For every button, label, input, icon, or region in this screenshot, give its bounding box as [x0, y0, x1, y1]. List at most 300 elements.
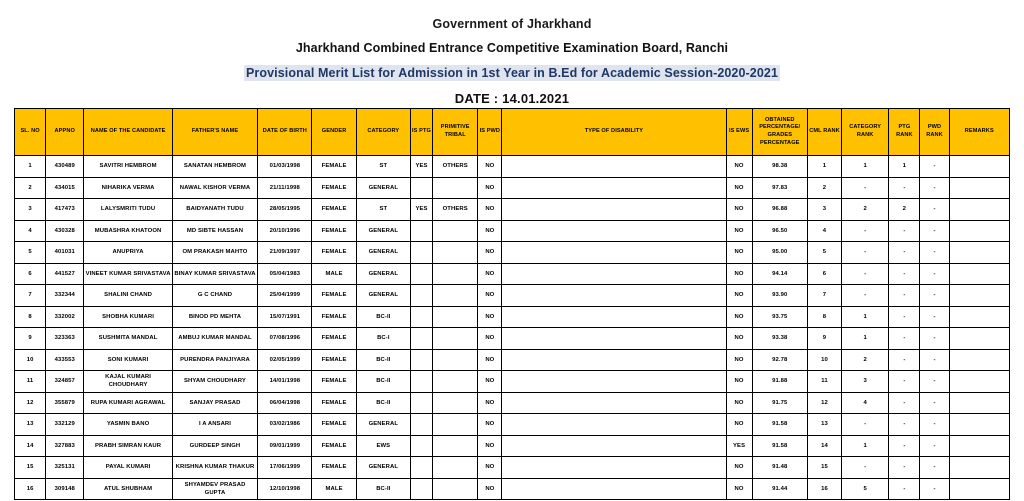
cell-is-ews: NO	[726, 263, 752, 285]
cell-remarks	[949, 478, 1009, 500]
cell-obtained-percentage: 91.44	[752, 478, 807, 500]
cell-cml-rank: 4	[807, 220, 841, 242]
cell-cml-rank: 14	[807, 435, 841, 457]
cell-category-rank: 1	[842, 328, 889, 350]
cell-dob: 03/02/1986	[258, 414, 312, 436]
cell-gender: FEMALE	[312, 199, 356, 221]
cell-is-ptg	[410, 242, 432, 264]
cell-cml-rank: 5	[807, 242, 841, 264]
cell-appno: 323363	[46, 328, 84, 350]
cell-father-name: NAWAL KISHOR VERMA	[172, 177, 257, 199]
cell-cml-rank: 15	[807, 457, 841, 479]
cell-cml-rank: 13	[807, 414, 841, 436]
cell-remarks	[949, 392, 1009, 414]
cell-remarks	[949, 349, 1009, 371]
document-header	[0, 0, 1024, 106]
cell-cml-rank: 2	[807, 177, 841, 199]
cell-appno: 430328	[46, 220, 84, 242]
cell-ptg-rank: -	[889, 285, 920, 307]
cell-cml-rank: 10	[807, 349, 841, 371]
cell-father-name: OM PRAKASH MAHTO	[172, 242, 257, 264]
cell-category-rank: 1	[842, 435, 889, 457]
cell-sl-no: 13	[15, 414, 46, 436]
cell-category-rank: -	[842, 177, 889, 199]
cell-appno: 430489	[46, 156, 84, 178]
cell-type-of-disability	[502, 177, 726, 199]
cell-cml-rank: 12	[807, 392, 841, 414]
cell-gender: FEMALE	[312, 349, 356, 371]
merit-table	[14, 108, 1010, 500]
cell-is-ptg: YES	[410, 156, 432, 178]
cell-pwd-rank: -	[920, 478, 949, 500]
cell-candidate-name: SUSHMITA MANDAL	[84, 328, 172, 350]
cell-father-name: SHYAM CHOUDHARY	[172, 371, 257, 393]
cell-candidate-name: SHOBHA KUMARI	[84, 306, 172, 328]
cell-gender: FEMALE	[312, 414, 356, 436]
cell-primitive-tribal	[433, 242, 478, 264]
cell-type-of-disability	[502, 349, 726, 371]
cell-cml-rank: 6	[807, 263, 841, 285]
cell-is-pwd: NO	[478, 435, 502, 457]
cell-type-of-disability	[502, 199, 726, 221]
cell-type-of-disability	[502, 263, 726, 285]
cell-candidate-name: LALYSMRITI TUDU	[84, 199, 172, 221]
cell-candidate-name: NIHARIKA VERMA	[84, 177, 172, 199]
cell-father-name: SANJAY PRASAD	[172, 392, 257, 414]
header-row	[15, 109, 1010, 156]
cell-obtained-percentage: 91.48	[752, 457, 807, 479]
cell-cml-rank: 7	[807, 285, 841, 307]
cell-is-ptg	[410, 371, 432, 393]
cell-candidate-name: RUPA KUMARI AGRAWAL	[84, 392, 172, 414]
cell-ptg-rank: -	[889, 242, 920, 264]
cell-candidate-name: PRABH SIMRAN KAUR	[84, 435, 172, 457]
cell-type-of-disability	[502, 435, 726, 457]
table-row	[15, 306, 1010, 328]
cell-category-rank: 4	[842, 392, 889, 414]
cell-obtained-percentage: 91.75	[752, 392, 807, 414]
cell-father-name: SHYAMDEV PRASAD GUPTA	[172, 478, 257, 500]
cell-remarks	[949, 328, 1009, 350]
cell-remarks	[949, 306, 1009, 328]
cell-primitive-tribal	[433, 435, 478, 457]
merit-table-container	[14, 108, 1010, 500]
col-header-remarks: REMARKS	[949, 109, 1009, 156]
cell-primitive-tribal: OTHERS	[433, 156, 478, 178]
col-header-appno: APPNO	[46, 109, 84, 156]
cell-father-name: BAIDYANATH TUDU	[172, 199, 257, 221]
cell-cml-rank: 9	[807, 328, 841, 350]
cell-remarks	[949, 199, 1009, 221]
col-header-category-rank: CATEGORY RANK	[842, 109, 889, 156]
cell-obtained-percentage: 98.38	[752, 156, 807, 178]
cell-father-name: I A ANSARI	[172, 414, 257, 436]
cell-dob: 14/01/1998	[258, 371, 312, 393]
cell-obtained-percentage: 93.75	[752, 306, 807, 328]
cell-category-rank: -	[842, 457, 889, 479]
cell-obtained-percentage: 95.00	[752, 242, 807, 264]
cell-candidate-name: PAYAL KUMARI	[84, 457, 172, 479]
cell-gender: FEMALE	[312, 285, 356, 307]
cell-type-of-disability	[502, 306, 726, 328]
cell-cml-rank: 11	[807, 371, 841, 393]
cell-category: GENERAL	[356, 414, 410, 436]
cell-ptg-rank: -	[889, 328, 920, 350]
col-header-father-name: FATHER'S NAME	[172, 109, 257, 156]
cell-type-of-disability	[502, 414, 726, 436]
cell-candidate-name: YASMIN BANO	[84, 414, 172, 436]
cell-category-rank: 2	[842, 349, 889, 371]
cell-is-pwd: NO	[478, 285, 502, 307]
cell-obtained-percentage: 91.88	[752, 371, 807, 393]
col-header-dob: DATE OF BIRTH	[258, 109, 312, 156]
cell-obtained-percentage: 91.58	[752, 414, 807, 436]
cell-gender: FEMALE	[312, 177, 356, 199]
cell-sl-no: 2	[15, 177, 46, 199]
table-row	[15, 478, 1010, 500]
cell-ptg-rank: -	[889, 457, 920, 479]
cell-cml-rank: 3	[807, 199, 841, 221]
cell-is-ews: NO	[726, 199, 752, 221]
cell-sl-no: 7	[15, 285, 46, 307]
cell-father-name: BINAY KUMAR SRIVASTAVA	[172, 263, 257, 285]
cell-type-of-disability	[502, 371, 726, 393]
cell-ptg-rank: -	[889, 263, 920, 285]
cell-is-ews: NO	[726, 306, 752, 328]
cell-dob: 20/10/1996	[258, 220, 312, 242]
cell-pwd-rank: -	[920, 242, 949, 264]
cell-appno: 332129	[46, 414, 84, 436]
cell-is-ews: NO	[726, 478, 752, 500]
cell-appno: 327883	[46, 435, 84, 457]
cell-appno: 332344	[46, 285, 84, 307]
cell-dob: 07/08/1996	[258, 328, 312, 350]
cell-appno: 355879	[46, 392, 84, 414]
cell-dob: 02/05/1999	[258, 349, 312, 371]
cell-candidate-name: KAJAL KUMARI CHOUDHARY	[84, 371, 172, 393]
cell-category: GENERAL	[356, 285, 410, 307]
cell-remarks	[949, 263, 1009, 285]
cell-dob: 28/05/1995	[258, 199, 312, 221]
cell-ptg-rank: -	[889, 220, 920, 242]
table-row	[15, 435, 1010, 457]
cell-father-name: GURDEEP SINGH	[172, 435, 257, 457]
cell-type-of-disability	[502, 220, 726, 242]
cell-is-ptg	[410, 306, 432, 328]
cell-category-rank: -	[842, 220, 889, 242]
cell-dob: 06/04/1998	[258, 392, 312, 414]
cell-dob: 21/09/1997	[258, 242, 312, 264]
cell-gender: MALE	[312, 478, 356, 500]
cell-ptg-rank: 1	[889, 156, 920, 178]
cell-ptg-rank: -	[889, 349, 920, 371]
cell-appno: 433553	[46, 349, 84, 371]
table-row	[15, 242, 1010, 264]
cell-ptg-rank: -	[889, 392, 920, 414]
cell-remarks	[949, 285, 1009, 307]
cell-category: BC-II	[356, 306, 410, 328]
cell-obtained-percentage: 94.14	[752, 263, 807, 285]
cell-category: GENERAL	[356, 242, 410, 264]
cell-remarks	[949, 457, 1009, 479]
cell-ptg-rank: 2	[889, 199, 920, 221]
cell-candidate-name: SONI KUMARI	[84, 349, 172, 371]
cell-is-ews: NO	[726, 285, 752, 307]
cell-category: ST	[356, 156, 410, 178]
cell-pwd-rank: -	[920, 457, 949, 479]
cell-sl-no: 6	[15, 263, 46, 285]
cell-gender: FEMALE	[312, 156, 356, 178]
col-header-pwd-rank: PWD RANK	[920, 109, 949, 156]
cell-gender: FEMALE	[312, 457, 356, 479]
cell-category: GENERAL	[356, 457, 410, 479]
cell-ptg-rank: -	[889, 435, 920, 457]
cell-primitive-tribal	[433, 478, 478, 500]
cell-category: EWS	[356, 435, 410, 457]
cell-father-name: G C CHAND	[172, 285, 257, 307]
cell-obtained-percentage: 96.50	[752, 220, 807, 242]
government-title: Government of Jharkhand	[432, 17, 592, 31]
cell-type-of-disability	[502, 478, 726, 500]
cell-is-ews: NO	[726, 242, 752, 264]
cell-gender: FEMALE	[312, 371, 356, 393]
cell-is-ews: NO	[726, 156, 752, 178]
table-row	[15, 349, 1010, 371]
cell-primitive-tribal	[433, 457, 478, 479]
cell-is-pwd: NO	[478, 177, 502, 199]
cell-ptg-rank: -	[889, 478, 920, 500]
cell-pwd-rank: -	[920, 285, 949, 307]
cell-cml-rank: 16	[807, 478, 841, 500]
table-row	[15, 392, 1010, 414]
cell-remarks	[949, 371, 1009, 393]
cell-category-rank: 5	[842, 478, 889, 500]
cell-pwd-rank: -	[920, 414, 949, 436]
table-row	[15, 414, 1010, 436]
cell-is-ptg	[410, 220, 432, 242]
cell-type-of-disability	[502, 285, 726, 307]
merit-table-body	[15, 156, 1010, 500]
cell-pwd-rank: -	[920, 263, 949, 285]
table-row	[15, 263, 1010, 285]
col-header-is-ews: IS EWS	[726, 109, 752, 156]
cell-is-pwd: NO	[478, 371, 502, 393]
cell-remarks	[949, 435, 1009, 457]
cell-pwd-rank: -	[920, 306, 949, 328]
cell-category: BC-II	[356, 371, 410, 393]
cell-is-ptg	[410, 435, 432, 457]
cell-obtained-percentage: 91.58	[752, 435, 807, 457]
cell-type-of-disability	[502, 457, 726, 479]
cell-appno: 324857	[46, 371, 84, 393]
cell-is-ptg	[410, 177, 432, 199]
cell-is-ptg	[410, 263, 432, 285]
cell-sl-no: 10	[15, 349, 46, 371]
merit-table-head	[15, 109, 1010, 156]
cell-father-name: MD SIBTE HASSAN	[172, 220, 257, 242]
cell-category: BC-II	[356, 392, 410, 414]
cell-sl-no: 16	[15, 478, 46, 500]
cell-dob: 17/06/1999	[258, 457, 312, 479]
cell-father-name: BINOD PD MEHTA	[172, 306, 257, 328]
cell-gender: FEMALE	[312, 306, 356, 328]
cell-primitive-tribal	[433, 263, 478, 285]
cell-category-rank: -	[842, 414, 889, 436]
cell-is-pwd: NO	[478, 263, 502, 285]
cell-remarks	[949, 242, 1009, 264]
cell-pwd-rank: -	[920, 435, 949, 457]
cell-remarks	[949, 220, 1009, 242]
cell-father-name: PURENDRA PANJIYARA	[172, 349, 257, 371]
cell-is-pwd: NO	[478, 199, 502, 221]
table-row	[15, 457, 1010, 479]
cell-sl-no: 1	[15, 156, 46, 178]
cell-is-ptg	[410, 414, 432, 436]
cell-pwd-rank: -	[920, 156, 949, 178]
table-row	[15, 156, 1010, 178]
merit-list-title-wrap	[0, 65, 1024, 81]
cell-appno: 332002	[46, 306, 84, 328]
cell-primitive-tribal	[433, 177, 478, 199]
col-header-obtained-percentage: OBTAINED PERCENTAGE/ GRADES PERCENTAGE	[752, 109, 807, 156]
cell-candidate-name: ATUL SHUBHAM	[84, 478, 172, 500]
cell-sl-no: 14	[15, 435, 46, 457]
cell-is-ews: NO	[726, 392, 752, 414]
col-header-gender: GENDER	[312, 109, 356, 156]
cell-pwd-rank: -	[920, 220, 949, 242]
table-row	[15, 220, 1010, 242]
col-header-name: NAME OF THE CANDIDATE	[84, 109, 172, 156]
col-header-ptg-rank: PTG RANK	[889, 109, 920, 156]
cell-is-ptg	[410, 328, 432, 350]
cell-is-pwd: NO	[478, 306, 502, 328]
cell-dob: 12/10/1998	[258, 478, 312, 500]
cell-is-ews: NO	[726, 220, 752, 242]
col-header-primitive-tribal: PRIMITIVE TRIBAL	[433, 109, 478, 156]
cell-dob: 25/04/1999	[258, 285, 312, 307]
cell-pwd-rank: -	[920, 177, 949, 199]
table-row	[15, 177, 1010, 199]
cell-category: ST	[356, 199, 410, 221]
cell-ptg-rank: -	[889, 371, 920, 393]
cell-sl-no: 11	[15, 371, 46, 393]
col-header-is-pwd: IS PWD	[478, 109, 502, 156]
cell-obtained-percentage: 96.88	[752, 199, 807, 221]
cell-is-ews: NO	[726, 177, 752, 199]
cell-candidate-name: SHALINI CHAND	[84, 285, 172, 307]
cell-obtained-percentage: 93.90	[752, 285, 807, 307]
table-row	[15, 328, 1010, 350]
cell-category-rank: -	[842, 242, 889, 264]
cell-sl-no: 12	[15, 392, 46, 414]
cell-cml-rank: 1	[807, 156, 841, 178]
cell-is-pwd: NO	[478, 328, 502, 350]
cell-obtained-percentage: 92.78	[752, 349, 807, 371]
cell-appno: 434015	[46, 177, 84, 199]
cell-gender: FEMALE	[312, 392, 356, 414]
cell-type-of-disability	[502, 242, 726, 264]
cell-primitive-tribal	[433, 328, 478, 350]
cell-dob: 01/03/1998	[258, 156, 312, 178]
cell-candidate-name: MUBASHRA KHATOON	[84, 220, 172, 242]
cell-pwd-rank: -	[920, 349, 949, 371]
cell-ptg-rank: -	[889, 414, 920, 436]
cell-category-rank: 3	[842, 371, 889, 393]
cell-appno: 417473	[46, 199, 84, 221]
cell-primitive-tribal	[433, 285, 478, 307]
cell-sl-no: 15	[15, 457, 46, 479]
cell-is-ptg	[410, 392, 432, 414]
cell-is-ptg: YES	[410, 199, 432, 221]
cell-category-rank: 1	[842, 306, 889, 328]
cell-type-of-disability	[502, 392, 726, 414]
cell-category: GENERAL	[356, 220, 410, 242]
cell-remarks	[949, 177, 1009, 199]
cell-pwd-rank: -	[920, 199, 949, 221]
cell-category-rank: 2	[842, 199, 889, 221]
col-header-is-ptg: IS PTG	[410, 109, 432, 156]
cell-is-ews: YES	[726, 435, 752, 457]
cell-primitive-tribal	[433, 371, 478, 393]
cell-is-ptg	[410, 478, 432, 500]
cell-father-name: SANATAN HEMBROM	[172, 156, 257, 178]
cell-sl-no: 5	[15, 242, 46, 264]
cell-sl-no: 3	[15, 199, 46, 221]
merit-list-title: Provisional Merit List for Admission in 1st Year in B.Ed for Academic Session-2020-2021	[245, 66, 779, 80]
cell-gender: FEMALE	[312, 328, 356, 350]
cell-father-name: AMBUJ KUMAR MANDAL	[172, 328, 257, 350]
cell-is-ews: NO	[726, 349, 752, 371]
document-date: DATE : 14.01.2021	[454, 91, 570, 106]
cell-primitive-tribal	[433, 414, 478, 436]
cell-appno: 401031	[46, 242, 84, 264]
col-header-sl-no: SL. NO	[15, 109, 46, 156]
cell-appno: 441527	[46, 263, 84, 285]
cell-sl-no: 4	[15, 220, 46, 242]
cell-ptg-rank: -	[889, 177, 920, 199]
cell-appno: 309148	[46, 478, 84, 500]
cell-is-pwd: NO	[478, 220, 502, 242]
cell-sl-no: 9	[15, 328, 46, 350]
cell-pwd-rank: -	[920, 371, 949, 393]
cell-candidate-name: VINEET KUMAR SRIVASTAVA	[84, 263, 172, 285]
cell-candidate-name: ANUPRIYA	[84, 242, 172, 264]
cell-remarks	[949, 414, 1009, 436]
cell-is-ews: NO	[726, 457, 752, 479]
cell-category-rank: -	[842, 285, 889, 307]
cell-category-rank: 1	[842, 156, 889, 178]
cell-candidate-name: SAVITRI HEMBROM	[84, 156, 172, 178]
cell-dob: 15/07/1991	[258, 306, 312, 328]
cell-is-pwd: NO	[478, 156, 502, 178]
cell-sl-no: 8	[15, 306, 46, 328]
cell-is-ews: NO	[726, 328, 752, 350]
col-header-category: CATEGORY	[356, 109, 410, 156]
cell-is-pwd: NO	[478, 242, 502, 264]
table-row	[15, 285, 1010, 307]
cell-dob: 05/04/1983	[258, 263, 312, 285]
cell-ptg-rank: -	[889, 306, 920, 328]
col-header-cml-rank: CML RANK	[807, 109, 841, 156]
cell-type-of-disability	[502, 156, 726, 178]
cell-is-pwd: NO	[478, 457, 502, 479]
cell-remarks	[949, 156, 1009, 178]
cell-is-pwd: NO	[478, 392, 502, 414]
cell-gender: FEMALE	[312, 220, 356, 242]
cell-is-pwd: NO	[478, 478, 502, 500]
cell-is-ptg	[410, 349, 432, 371]
table-row	[15, 371, 1010, 393]
